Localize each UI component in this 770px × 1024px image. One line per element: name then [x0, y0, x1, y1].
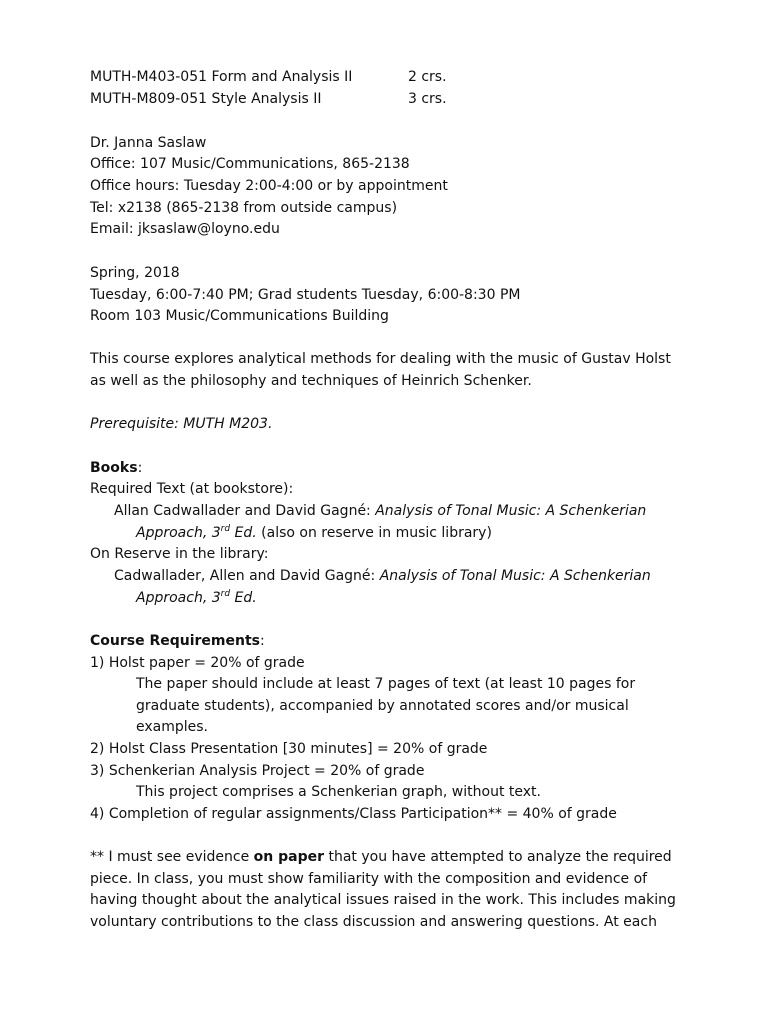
- required-book-line-2: Approach, 3rd Ed. (also on reserve in music library): [136, 524, 492, 541]
- requirement-4: 4) Completion of regular assignments/Class Participation** = 40% of grade: [90, 806, 617, 822]
- footnote-line: voluntary contributions to the class discussion and answering questions. At each: [90, 914, 657, 930]
- instructor-email: Email: jksaslaw@loyno.edu: [90, 221, 280, 237]
- reserve-label: On Reserve in the library:: [90, 546, 269, 562]
- instructor-hours: Office hours: Tuesday 2:00-4:00 or by appointment: [90, 178, 448, 194]
- course-2-code: MUTH-M809-051 Style Analysis II: [90, 91, 322, 107]
- requirement-1: 1) Holst paper = 20% of grade: [90, 655, 305, 671]
- instructor-tel: Tel: x2138 (865-2138 from outside campus): [90, 200, 398, 216]
- instructor-name: Dr. Janna Saslaw: [90, 135, 207, 151]
- requirement-2: 2) Holst Class Presentation [30 minutes] = 20% of grade: [90, 741, 488, 757]
- requirement-3-detail: This project comprises a Schenkerian graph, without text.: [136, 784, 541, 800]
- reserve-book-line-2: Approach, 3rd Ed.: [136, 589, 257, 606]
- requirement-3: 3) Schenkerian Analysis Project = 20% of grade: [90, 763, 425, 779]
- footnote-line: having thought about the analytical issues raised in the work. This includes making: [90, 892, 676, 908]
- required-book-line-1: Allan Cadwallader and David Gagné: Analysis of Tonal Music: A Schenkerian: [114, 503, 647, 519]
- course-1-credits: 2 crs.: [408, 69, 447, 85]
- requirement-1-detail: The paper should include at least 7 pages of text (at least 10 pages for: [136, 676, 636, 692]
- prerequisite: Prerequisite: MUTH M203.: [90, 416, 273, 432]
- requirement-1-detail: examples.: [136, 719, 209, 735]
- course-2-credits: 3 crs.: [408, 91, 447, 107]
- footnote-line: ** I must see evidence on paper that you have attempted to analyze the required: [90, 849, 672, 865]
- meeting-times: Tuesday, 6:00-7:40 PM; Grad students Tuesday, 6:00-8:30 PM: [90, 287, 521, 303]
- requirement-1-detail: graduate students), accompanied by annotated scores and/or musical: [136, 698, 629, 714]
- term: Spring, 2018: [90, 265, 180, 281]
- requirements-heading: Course Requirements:: [90, 633, 265, 649]
- description-line: as well as the philosophy and techniques of Heinrich Schenker.: [90, 373, 532, 389]
- instructor-office: Office: 107 Music/Communications, 865-2138: [90, 156, 410, 172]
- description-line: This course explores analytical methods for dealing with the music of Gustav Holst: [90, 351, 671, 367]
- course-1-code: MUTH-M403-051 Form and Analysis II: [90, 69, 353, 85]
- room: Room 103 Music/Communications Building: [90, 308, 389, 324]
- footnote-line: piece. In class, you must show familiarity with the composition and evidence of: [90, 871, 648, 887]
- reserve-book-line-1: Cadwallader, Allen and David Gagné: Analysis of Tonal Music: A Schenkerian: [114, 568, 651, 584]
- books-heading: Books:: [90, 460, 143, 476]
- required-text-label: Required Text (at bookstore):: [90, 481, 294, 497]
